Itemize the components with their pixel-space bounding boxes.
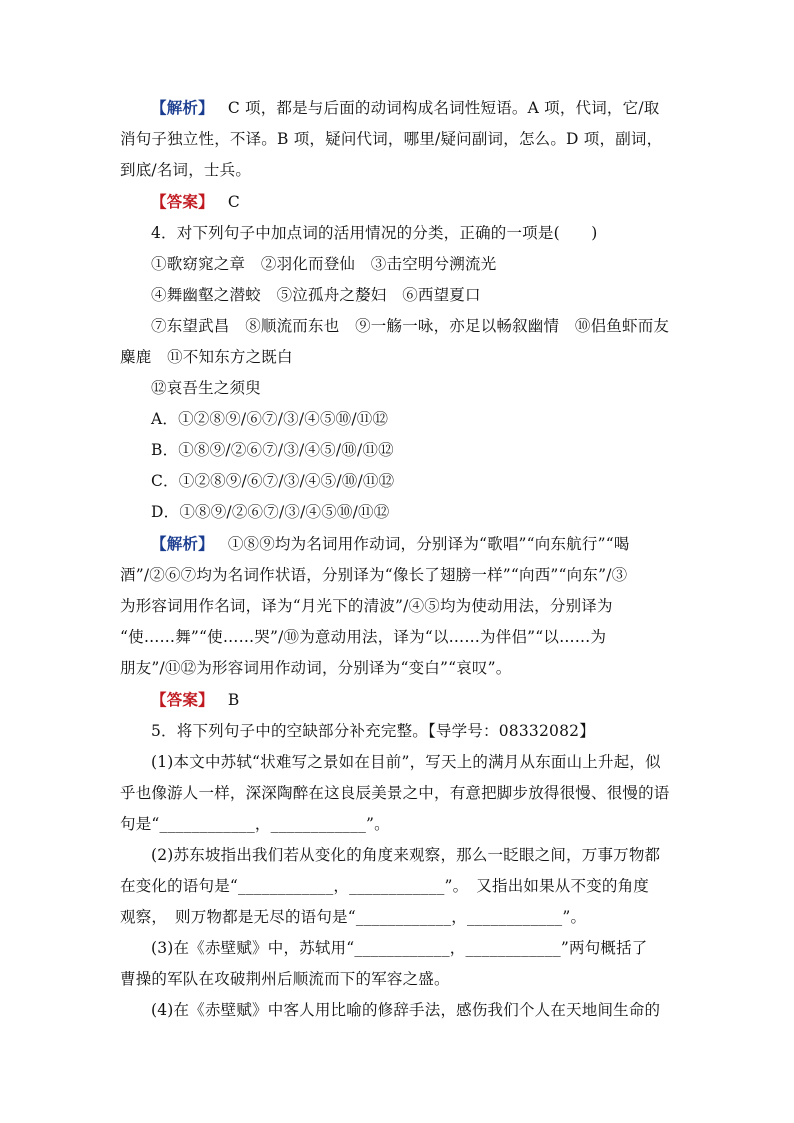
q5-sub4-line-1: (4)在《赤壁赋》中客人用比喻的修辞手法，感伤我们个人在天地间生命的 — [151, 1001, 661, 1019]
q5-sub1-line-2: 乎也像游人一样，深深陶醉在这良辰美景之中，有意把脚步放得很慢、很慢的语 — [120, 784, 670, 802]
answer-tag: 【答案】 — [151, 690, 214, 709]
q4-items-line-5: ⑫哀吾生之须臾 — [151, 379, 261, 397]
q4-analysis-line-3: 为形容词用作名词，译为“月光下的清波”/④⑤均为使动用法，分别译为 — [120, 597, 613, 615]
q4-option-c: C．①②⑧⑨/⑥⑦/③/④⑤/⑩/⑪⑫ — [151, 472, 395, 490]
q5-sub2-line-2: 在变化的语句是“____________，____________”。 又指出如果从不变的角度 — [120, 877, 649, 895]
q5-sub2-line-3: 观察， 则万物都是无尽的语句是“____________，____________”。 — [120, 908, 587, 926]
q5-sub1-line-3: 句是“____________，____________”。 — [120, 815, 390, 833]
q4-option-d: D．①⑧⑨/②⑥⑦/③/④⑤⑩/⑪⑫ — [151, 503, 390, 521]
q3-analysis-line-1 — [120, 92, 676, 124]
analysis-text: ①⑧⑨均为名词用作动词，分别译为“歌唱”“向东航行”“喝 — [227, 535, 630, 553]
q4-items-line-2: ④舞幽壑之潜蛟 ⑤泣孤舟之嫠妇 ⑥西望夏口 — [151, 286, 481, 304]
q5-sub1-line-1: (1)本文中苏轼“状难写之景如在目前”，写天上的满月从东面山上升起，似 — [151, 753, 661, 771]
answer-value: C — [227, 193, 240, 211]
analysis-text: C 项，都是与后面的动词构成名词性短语。A 项，代词，它/取 — [227, 99, 660, 117]
q4-option-b: B．①⑧⑨/②⑥⑦/③/④⑤/⑩/⑪⑫ — [151, 441, 394, 459]
q5-sub2-line-1: (2)苏东坡指出我们若从变化的角度来观察，那么一眨眼之间，万事万物都 — [151, 846, 661, 864]
q4-items-line-1: ①歌窈窕之章 ②羽化而登仙 ③击空明兮溯流光 — [151, 255, 497, 273]
q4-analysis-line-1 — [120, 528, 676, 560]
q4-option-a: A．①②⑧⑨/⑥⑦/③/④⑤⑩/⑪⑫ — [151, 410, 389, 428]
q4-stem: 4．对下列句子中加点词的活用情况的分类，正确的一项是( ) — [151, 224, 598, 242]
q3-analysis-line-3: 到底/名词，士兵。 — [120, 161, 252, 179]
analysis-tag: 【解析】 — [151, 98, 214, 117]
q4-analysis-line-4: “使……舞”“使……哭”/⑩为意动用法，译为“以……为伴侣”“以……为 — [120, 628, 607, 646]
q3-answer-line — [120, 186, 676, 218]
q3-analysis-line-2: 消句子独立性，不译。B 项，疑问代词，哪里/疑问副词，怎么。D 项，副词， — [120, 130, 663, 148]
q4-items-line-4: 麋鹿 ⑪不知东方之既白 — [120, 348, 293, 366]
answer-tag: 【答案】 — [151, 192, 214, 211]
q4-analysis-line-5: 朋友”/⑪⑫为形容词用作动词，分别译为“变白”“哀叹”。 — [120, 659, 512, 677]
q4-answer-line — [120, 684, 676, 716]
analysis-tag: 【解析】 — [151, 534, 214, 553]
q4-analysis-line-2: 酒”/②⑥⑦均为名词作状语，分别译为“像长了翅膀一样”“向西”“向东”/③ — [120, 566, 628, 584]
q5-sub3-line-1: (3)在《赤壁赋》中，苏轼用“____________，____________”两句概括了 — [151, 939, 648, 957]
answer-value: B — [227, 691, 240, 709]
q4-items-line-3: ⑦东望武昌 ⑧顺流而东也 ⑨一觞一咏，亦足以畅叙幽情 ⑩侣鱼虾而友 — [151, 317, 670, 335]
q5-sub3-line-2: 曹操的军队在攻破荆州后顺流而下的军容之盛。 — [120, 970, 450, 988]
q5-stem: 5．将下列句子中的空缺部分补充完整。【导学号：08332082】 — [151, 722, 595, 740]
document-page — [120, 92, 676, 1026]
